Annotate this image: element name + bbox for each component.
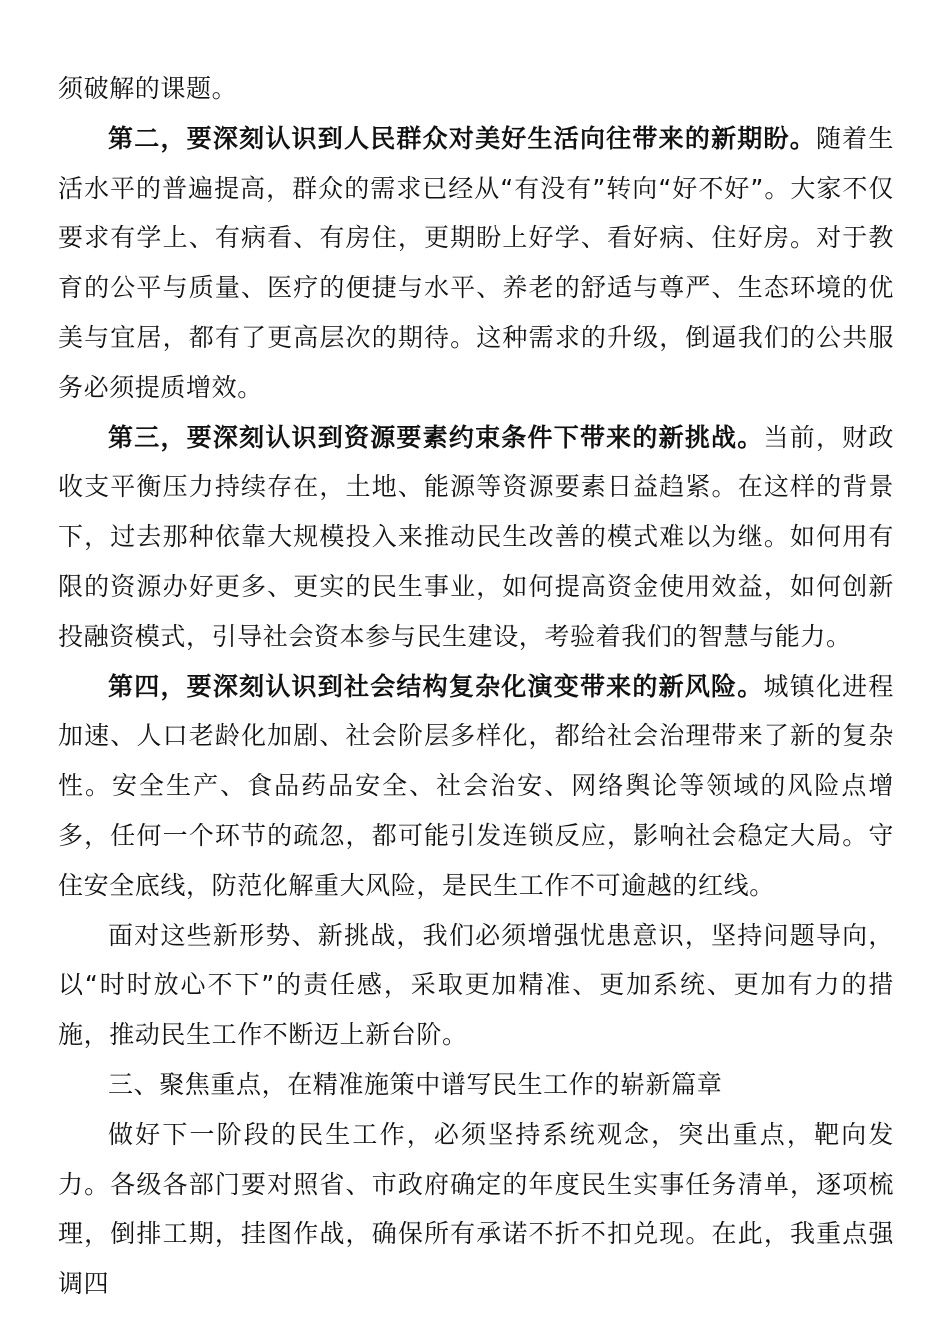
paragraph-text: 随着生活水平的普遍提高，群众的需求已经从“有没有”转向“好不好”。大家不仅要求有学上、有病看、有房住，更期盼上好学、看好病、住好房。对于教育的公平与质量、医疗的便捷与水平、养老的舒适与尊严、生态环境的优美与宜居，都有了更高层次的期待。这种需求的升级，倒逼我们的公共服务必须提质增效。	[58, 123, 894, 402]
document-page	[58, 64, 894, 1309]
section-heading-text: 三、聚焦重点，在精准施策中谱写民生工作的崭新篇章	[108, 1069, 723, 1099]
paragraph-text: 须破解的课题。	[58, 74, 238, 103]
paragraph-continuation	[58, 64, 894, 114]
paragraph-text: 面对这些新形势、新挑战，我们必须增强忧患意识，坚持问题导向，以“时时放心不下”的责任感，采取更加精准、更加系统、更加有力的措施，推动民生工作不断迈上新台阶。	[58, 920, 894, 1050]
paragraph-lead-heading: 第四，要深刻认识到社会结构复杂化演变带来的新风险。	[108, 671, 764, 701]
paragraph-section-intro	[58, 1110, 894, 1309]
paragraph-fourth-point	[58, 662, 894, 911]
paragraph-text: 做好下一阶段的民生工作，必须坚持系统观念，突出重点，靶向发力。各级各部门要对照省、市政府确定的年度民生实事任务清单，逐项梳理，倒排工期，挂图作战，确保所有承诺不折不扣兑现。在此，我重点强调四	[58, 1119, 894, 1299]
section-heading	[58, 1060, 894, 1110]
paragraph-second-point	[58, 114, 894, 413]
paragraph-lead-heading: 第二，要深刻认识到人民群众对美好生活向往带来的新期盼。	[108, 123, 816, 153]
paragraph-third-point	[58, 413, 894, 662]
paragraph-lead-heading: 第三，要深刻认识到资源要素约束条件下带来的新挑战。	[108, 422, 764, 452]
paragraph-text: 当前，财政收支平衡压力持续存在，土地、能源等资源要素日益趋紧。在这样的背景下，过去那种依靠大规模投入来推动民生改善的模式难以为继。如何用有限的资源办好更多、更实的民生事业，如何提高资金使用效益，如何创新投融资模式，引导社会资本参与民生建设，考验着我们的智慧与能力。	[58, 422, 894, 651]
paragraph-summary	[58, 911, 894, 1060]
paragraph-text: 城镇化进程加速、人口老龄化加剧、社会阶层多样化，都给社会治理带来了新的复杂性。安全生产、食品药品安全、社会治安、网络舆论等领域的风险点增多，任何一个环节的疏忽，都可能引发连锁反应，影响社会稳定大局。守住安全底线，防范化解重大风险，是民生工作不可逾越的红线。	[58, 671, 894, 900]
